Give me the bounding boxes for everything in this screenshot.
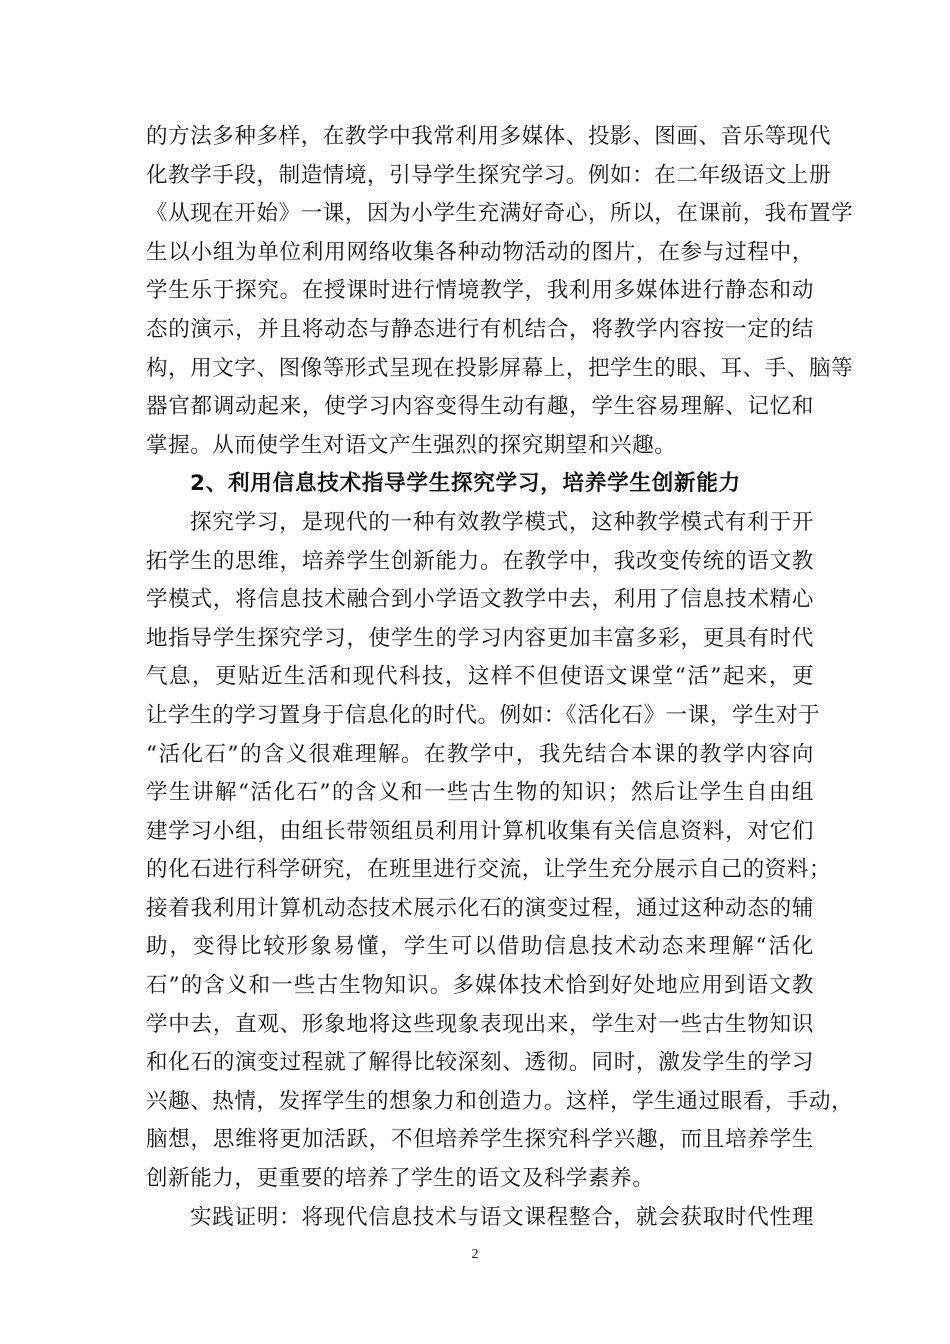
text-line: 拓学生的思维，培养学生创新能力。在教学中，我改变传统的语文教: [146, 548, 814, 574]
text-line: 学生讲解“活化石”的含义和一些古生物的知识；然后让学生自由组: [146, 780, 814, 806]
text-line: 脑想，思维将更加活跃，不但培养学生探究科学兴趣，而且培养学生: [146, 1127, 814, 1153]
text-line: 气息，更贴近生活和现代科技，这样不但使语文课堂“活”起来，更: [146, 664, 814, 690]
section-heading: 2、利用信息技术指导学生探究学习，培养学生创新能力: [190, 471, 741, 497]
text-line: 建学习小组，由组长带领组员利用计算机收集有关信息资料，对它们: [146, 818, 814, 844]
text-line: 地指导学生探究学习，使学生的学习内容更加丰富多彩，更具有时代: [146, 625, 814, 651]
text-line: “活化石”的含义很难理解。在教学中，我先结合本课的教学内容向: [146, 741, 814, 767]
text-line: 的化石进行科学研究，在班里进行交流，让学生充分展示自己的资料；: [146, 857, 832, 883]
text-line: 《从现在开始》一课，因为小学生充满好奇心，所以，在课前，我布置学: [146, 201, 854, 227]
paragraph-3: [146, 1199, 814, 1238]
text-line: 化教学手段，制造情境，引导学生探究学习。例如：在二年级语文上册: [146, 162, 832, 188]
document-body: [146, 118, 854, 1237]
text-line: 兴趣、热情，发挥学生的想象力和创造力。这样，学生通过眼看，手动，: [146, 1088, 854, 1114]
text-line: 探究学习，是现代的一种有效教学模式，这种教学模式有利于开: [190, 509, 814, 535]
text-line: 助，变得比较形象易懂，学生可以借助信息技术动态来理解“活化: [146, 934, 814, 960]
paragraph-2: [146, 504, 854, 1199]
text-line: 器官都调动起来，使学习内容变得生动有趣，学生容易理解、记忆和: [146, 394, 814, 420]
text-line: 让学生的学习置身于信息化的时代。例如：《活化石》一课，学生对于: [146, 702, 821, 728]
text-line: 石”的含义和一些古生物知识。多媒体技术恰到好处地应用到语文教: [146, 973, 814, 999]
page-number: 2: [471, 1247, 479, 1262]
text-line: 生以小组为单位利用网络收集各种动物活动的图片，在参与过程中，: [146, 239, 814, 265]
text-line: 实践证明：将现代信息技术与语文课程整合，就会获取时代性理: [190, 1204, 814, 1230]
text-line: 创新能力，更重要的培养了学生的语文及科学素养。: [146, 1166, 655, 1192]
text-line: 构，用文字、图像等形式呈现在投影屏幕上，把学生的眼、耳、手、脑等: [146, 355, 854, 381]
text-line: 接着我利用计算机动态技术展示化石的演变过程，通过这种动态的辅: [146, 895, 814, 921]
text-line: 学模式，将信息技术融合到小学语文教学中去，利用了信息技术精心: [146, 587, 814, 613]
text-line: 掌握。从而使学生对语文产生强烈的探究期望和兴趣。: [146, 432, 677, 458]
text-line: 态的演示，并且将动态与静态进行有机结合，将教学内容按一定的结: [146, 316, 814, 342]
text-line: 和化石的演变过程就了解得比较深刻、透彻。同时，激发学生的学习: [146, 1050, 814, 1076]
text-line: 学生乐于探究。在授课时进行情境教学，我利用多媒体进行静态和动: [146, 278, 814, 304]
text-line: 的方法多种多样，在教学中我常利用多媒体、投影、图画、音乐等现代: [146, 124, 832, 149]
text-line: 学中去，直观、形象地将这些现象表现出来，学生对一些古生物知识: [146, 1011, 814, 1037]
paragraph-1: [146, 118, 854, 465]
